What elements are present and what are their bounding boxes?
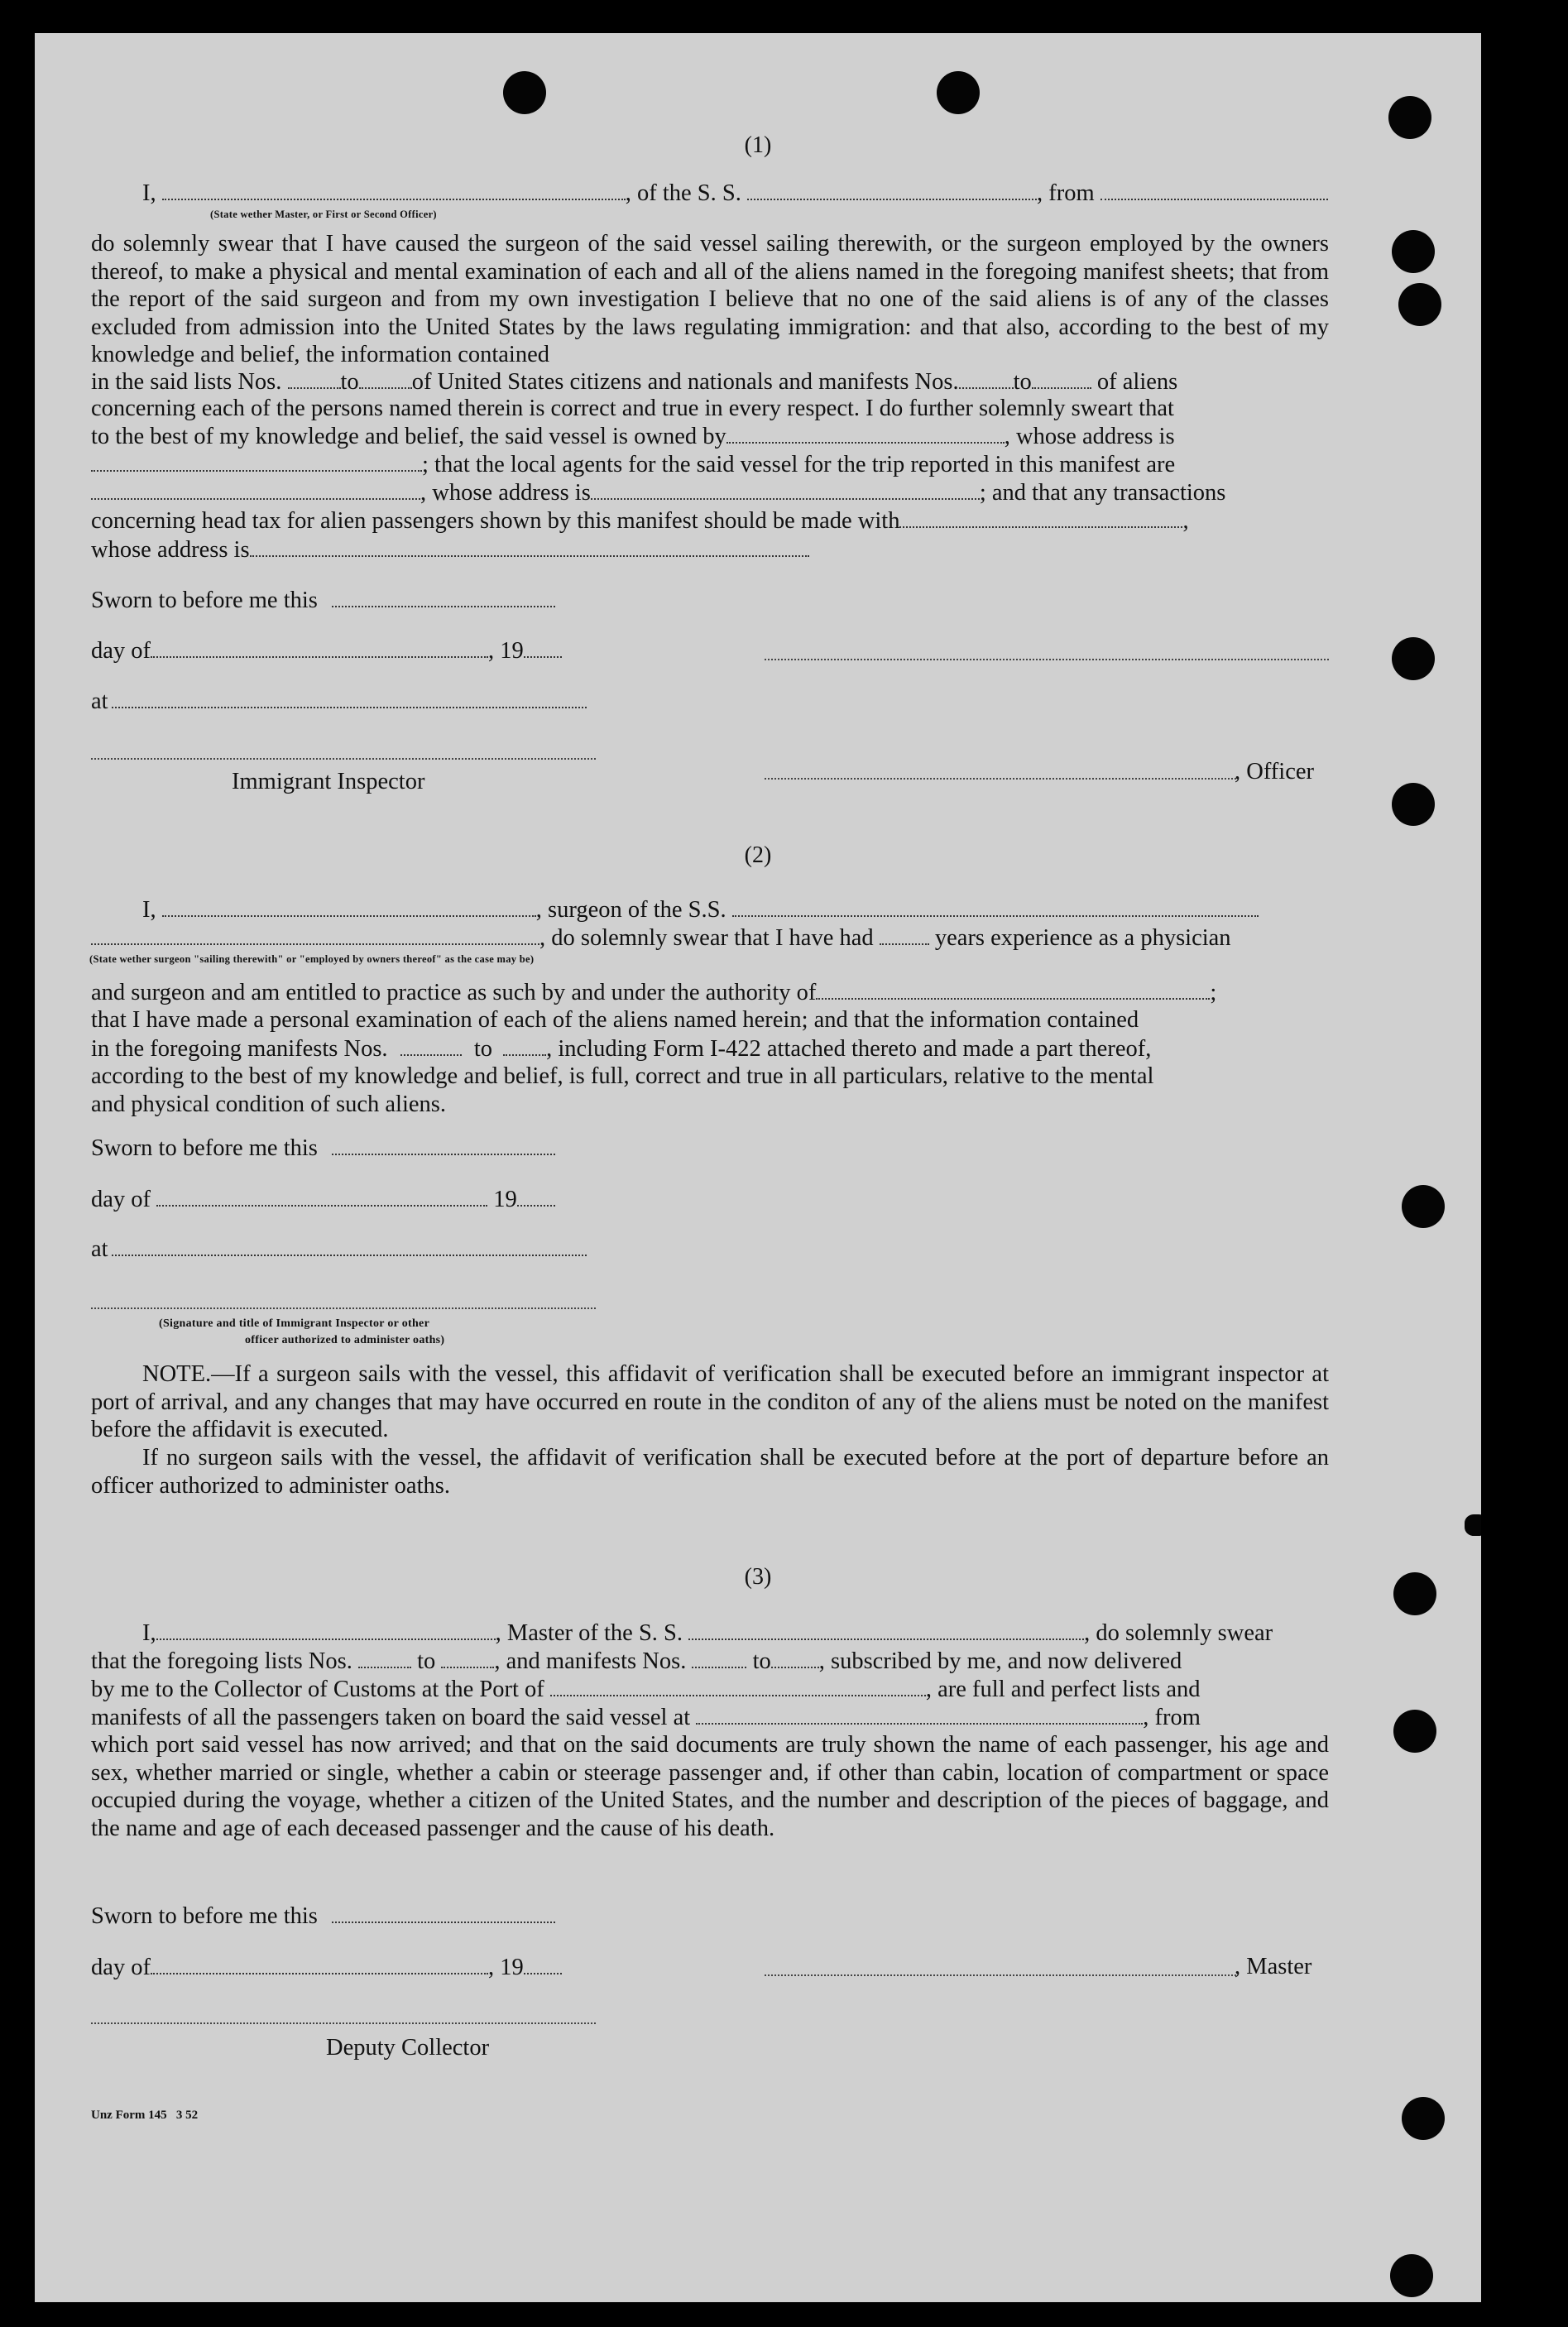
master-label: , Master [1235, 1954, 1312, 1979]
agents-address-line: , whose address is ; and that any transactions [91, 478, 1225, 506]
local-agents-line: ; that the local agents for the said vessel for the trip reported in this manifest are [91, 450, 1175, 478]
collector-line: by me to the Collector of Customs at the Port of , are full and perfect lists and [91, 1677, 1201, 1702]
head-tax-address-field[interactable] [250, 535, 809, 557]
lists-to-field[interactable] [359, 367, 412, 389]
port-field[interactable] [550, 1675, 926, 1696]
officer-name-line[interactable] [765, 778, 1236, 780]
taken-on-board-line: manifests of all the passengers taken on board the said vessel at , from [91, 1705, 1201, 1730]
owned-by-line: to the best of my knowledge and belief, the said vessel is owned by , whose address is [91, 424, 1175, 449]
owner-address-field[interactable] [91, 450, 422, 472]
section-3-body: which port said vessel has now arrived; and that on the said documents are truly shown the name of each passenger, his age and sex, whether married or single, whether a cabin or steerage passenger and, if other than cabin, location of compartment or space occupied during the voyage, whether a citizen of the United States, and the number and description of the pieces of baggage, and the name and age of each deceased passenger and the cause of his death. [91, 1732, 1329, 1841]
surgeon-manifests-to-field[interactable] [503, 1034, 546, 1056]
section-3-sworn: Sworn to before me this [91, 1902, 555, 1930]
agents-field[interactable] [91, 478, 420, 500]
surgeon-status-field[interactable] [91, 924, 539, 945]
embarkation-port-field[interactable] [696, 1703, 1143, 1725]
punch-hole [1398, 283, 1441, 326]
surgeon-month-field[interactable] [156, 1185, 487, 1207]
place-field[interactable] [112, 687, 587, 708]
deputy-signature-line[interactable] [91, 2022, 596, 2024]
section-3-lists-line: that the foregoing lists Nos. to , and manifests Nos. to , subscribed by me, and now delivered [91, 1648, 1182, 1674]
years-field[interactable] [880, 924, 929, 945]
sworn-day-field[interactable] [332, 586, 555, 607]
from-port-field[interactable] [1100, 179, 1328, 200]
vessel-name-field[interactable] [747, 179, 1037, 200]
section-2-number: (2) [744, 842, 772, 868]
head-tax-line: concerning head tax for alien passengers shown by this manifest should be made with , [91, 508, 1189, 534]
surgeon-manifests-from-field[interactable] [400, 1034, 462, 1056]
physical-line: and physical condition of such aliens. [91, 1092, 446, 1117]
surgeon-year-field[interactable] [517, 1185, 555, 1207]
section-3-first-line: I, , Master of the S. S. , do solemnly swear [142, 1620, 1273, 1646]
officer-signature-line[interactable] [765, 659, 1329, 660]
punch-hole [1390, 2254, 1433, 2297]
surgeon-vessel-field[interactable] [732, 895, 1259, 917]
surgeon-inspector-signature-line[interactable] [91, 1307, 596, 1309]
authority-field[interactable] [816, 978, 1210, 1000]
signature-hint-2: officer authorized to administer oaths) [245, 1334, 445, 1346]
section-3-number: (3) [744, 1564, 772, 1590]
master-year-field[interactable] [524, 1953, 562, 1974]
inspector-label: Immigrant Inspector [232, 769, 425, 794]
section-1-day-of: day of , 19 [91, 636, 562, 665]
note-paragraph-1: NOTE.—If a surgeon sails with the vessel, this affidavit of verification shall be executed before an immigrant inspector at port of arrival, and any changes that may have occurred en route in the conditon of any of the aliens must be noted on the manifest before the affidavit is executed. [91, 1361, 1329, 1442]
punch-hole [1393, 1710, 1436, 1753]
agents-address-field[interactable] [591, 478, 980, 500]
surgeon-hint: (State wether surgeon "sailing therewith" or "employed by owners thereof" as the case may be) [89, 953, 535, 965]
punch-hole [1402, 2097, 1445, 2140]
section-2-day-of: day of 19 [91, 1185, 555, 1213]
signature-hint-1: (Signature and title of Immigrant Inspector or other [159, 1317, 430, 1330]
master-lists-to-field[interactable] [441, 1647, 494, 1668]
section-1-number: (1) [744, 132, 772, 158]
master-manifests-to-field[interactable] [771, 1647, 819, 1668]
punch-hole [1392, 783, 1435, 826]
according-line: according to the best of my knowledge and belief, is full, correct and true in all particulars, relative to the mental [91, 1063, 1154, 1089]
master-name-field[interactable] [156, 1619, 496, 1640]
officer-name-field[interactable] [162, 179, 626, 200]
year-field[interactable] [524, 636, 562, 658]
section-1-at: at [91, 687, 587, 715]
lists-from-field[interactable] [288, 367, 341, 389]
note-paragraph-2: If no surgeon sails with the vessel, the affidavit of verification shall be executed before at the port of departure before an officer authorized to administer oaths. [91, 1445, 1329, 1499]
owner-field[interactable] [726, 422, 1005, 444]
form-page [35, 33, 1481, 2302]
section-1-first-line [142, 179, 1328, 207]
master-vessel-field[interactable] [688, 1619, 1084, 1640]
section-2-at: at [91, 1235, 587, 1263]
manifests-to-field[interactable] [1032, 367, 1091, 389]
of-ss-label: , of the S. S. [625, 180, 741, 206]
officer-hint: (State wether Master, or First or Second Officer) [210, 209, 437, 220]
section-1-para-b: concerning each of the persons named therein is correct and true in every respect. I do further solemnly sweart that [91, 396, 1174, 421]
punch-hole [937, 71, 980, 114]
month-field[interactable] [151, 636, 488, 658]
torn-edge [1465, 1514, 1481, 1536]
surgeon-name-field[interactable] [162, 895, 536, 917]
master-signature-line[interactable] [765, 1974, 1236, 1976]
punch-hole [1392, 637, 1435, 680]
master-lists-from-field[interactable] [358, 1647, 411, 1668]
section-1-sworn: Sworn to before me this [91, 586, 555, 614]
punch-hole [503, 71, 546, 114]
master-month-field[interactable] [151, 1953, 488, 1974]
punch-hole [1392, 230, 1435, 273]
manifests-from-field[interactable] [959, 367, 1014, 389]
officer-label: , Officer [1235, 759, 1315, 784]
from-label: , from [1037, 180, 1095, 206]
exam-line: that I have made a personal examination of each of the aliens named herein; and that the information contained [91, 1007, 1139, 1033]
form-number: Unz Form 145 3 52 [91, 2109, 199, 2122]
lists-line: in the said lists Nos. to of United States citizens and nationals and manifests Nos. to of aliens [91, 369, 1178, 395]
head-tax-agent-field[interactable] [899, 506, 1182, 528]
section-2-swear-line: , do solemnly swear that I have had years experience as a physician [91, 924, 1231, 952]
i-label: I, [142, 180, 156, 206]
section-3-day-of: day of , 19 [91, 1953, 562, 1981]
master-manifests-from-field[interactable] [692, 1647, 746, 1668]
section-2-sworn: Sworn to before me this [91, 1134, 555, 1162]
surgeon-sworn-day-field[interactable] [332, 1134, 555, 1155]
deputy-label: Deputy Collector [326, 2035, 490, 2061]
section-2-first-line: I, , surgeon of the S.S. [142, 895, 1259, 924]
foregoing-line: in the foregoing manifests Nos. to , including Form I-422 attached thereto and made a part thereof, [91, 1036, 1152, 1062]
master-sworn-day-field[interactable] [332, 1902, 555, 1923]
surgeon-place-field[interactable] [112, 1235, 587, 1256]
punch-hole [1402, 1185, 1445, 1228]
authority-line: and surgeon and am entitled to practice as such by and under the authority of ; [91, 980, 1217, 1005]
final-address-line: whose address is [91, 535, 809, 564]
inspector-signature-line[interactable] [91, 758, 596, 760]
section-1-para-a: do solemnly swear that I have caused the surgeon of the said vessel sailing therewith, or the surgeon employed by the owners thereof, to make a physical and mental examination of each and all of the aliens named in the foregoing manifest sheets; that from the report of the said surgeon and from my own investigation I believe that no one of the said aliens is of any of the classes excluded from admission into the United States by the laws regulating immigration: and that also, according to the best of my knowledge and belief, the information contained [91, 231, 1329, 367]
